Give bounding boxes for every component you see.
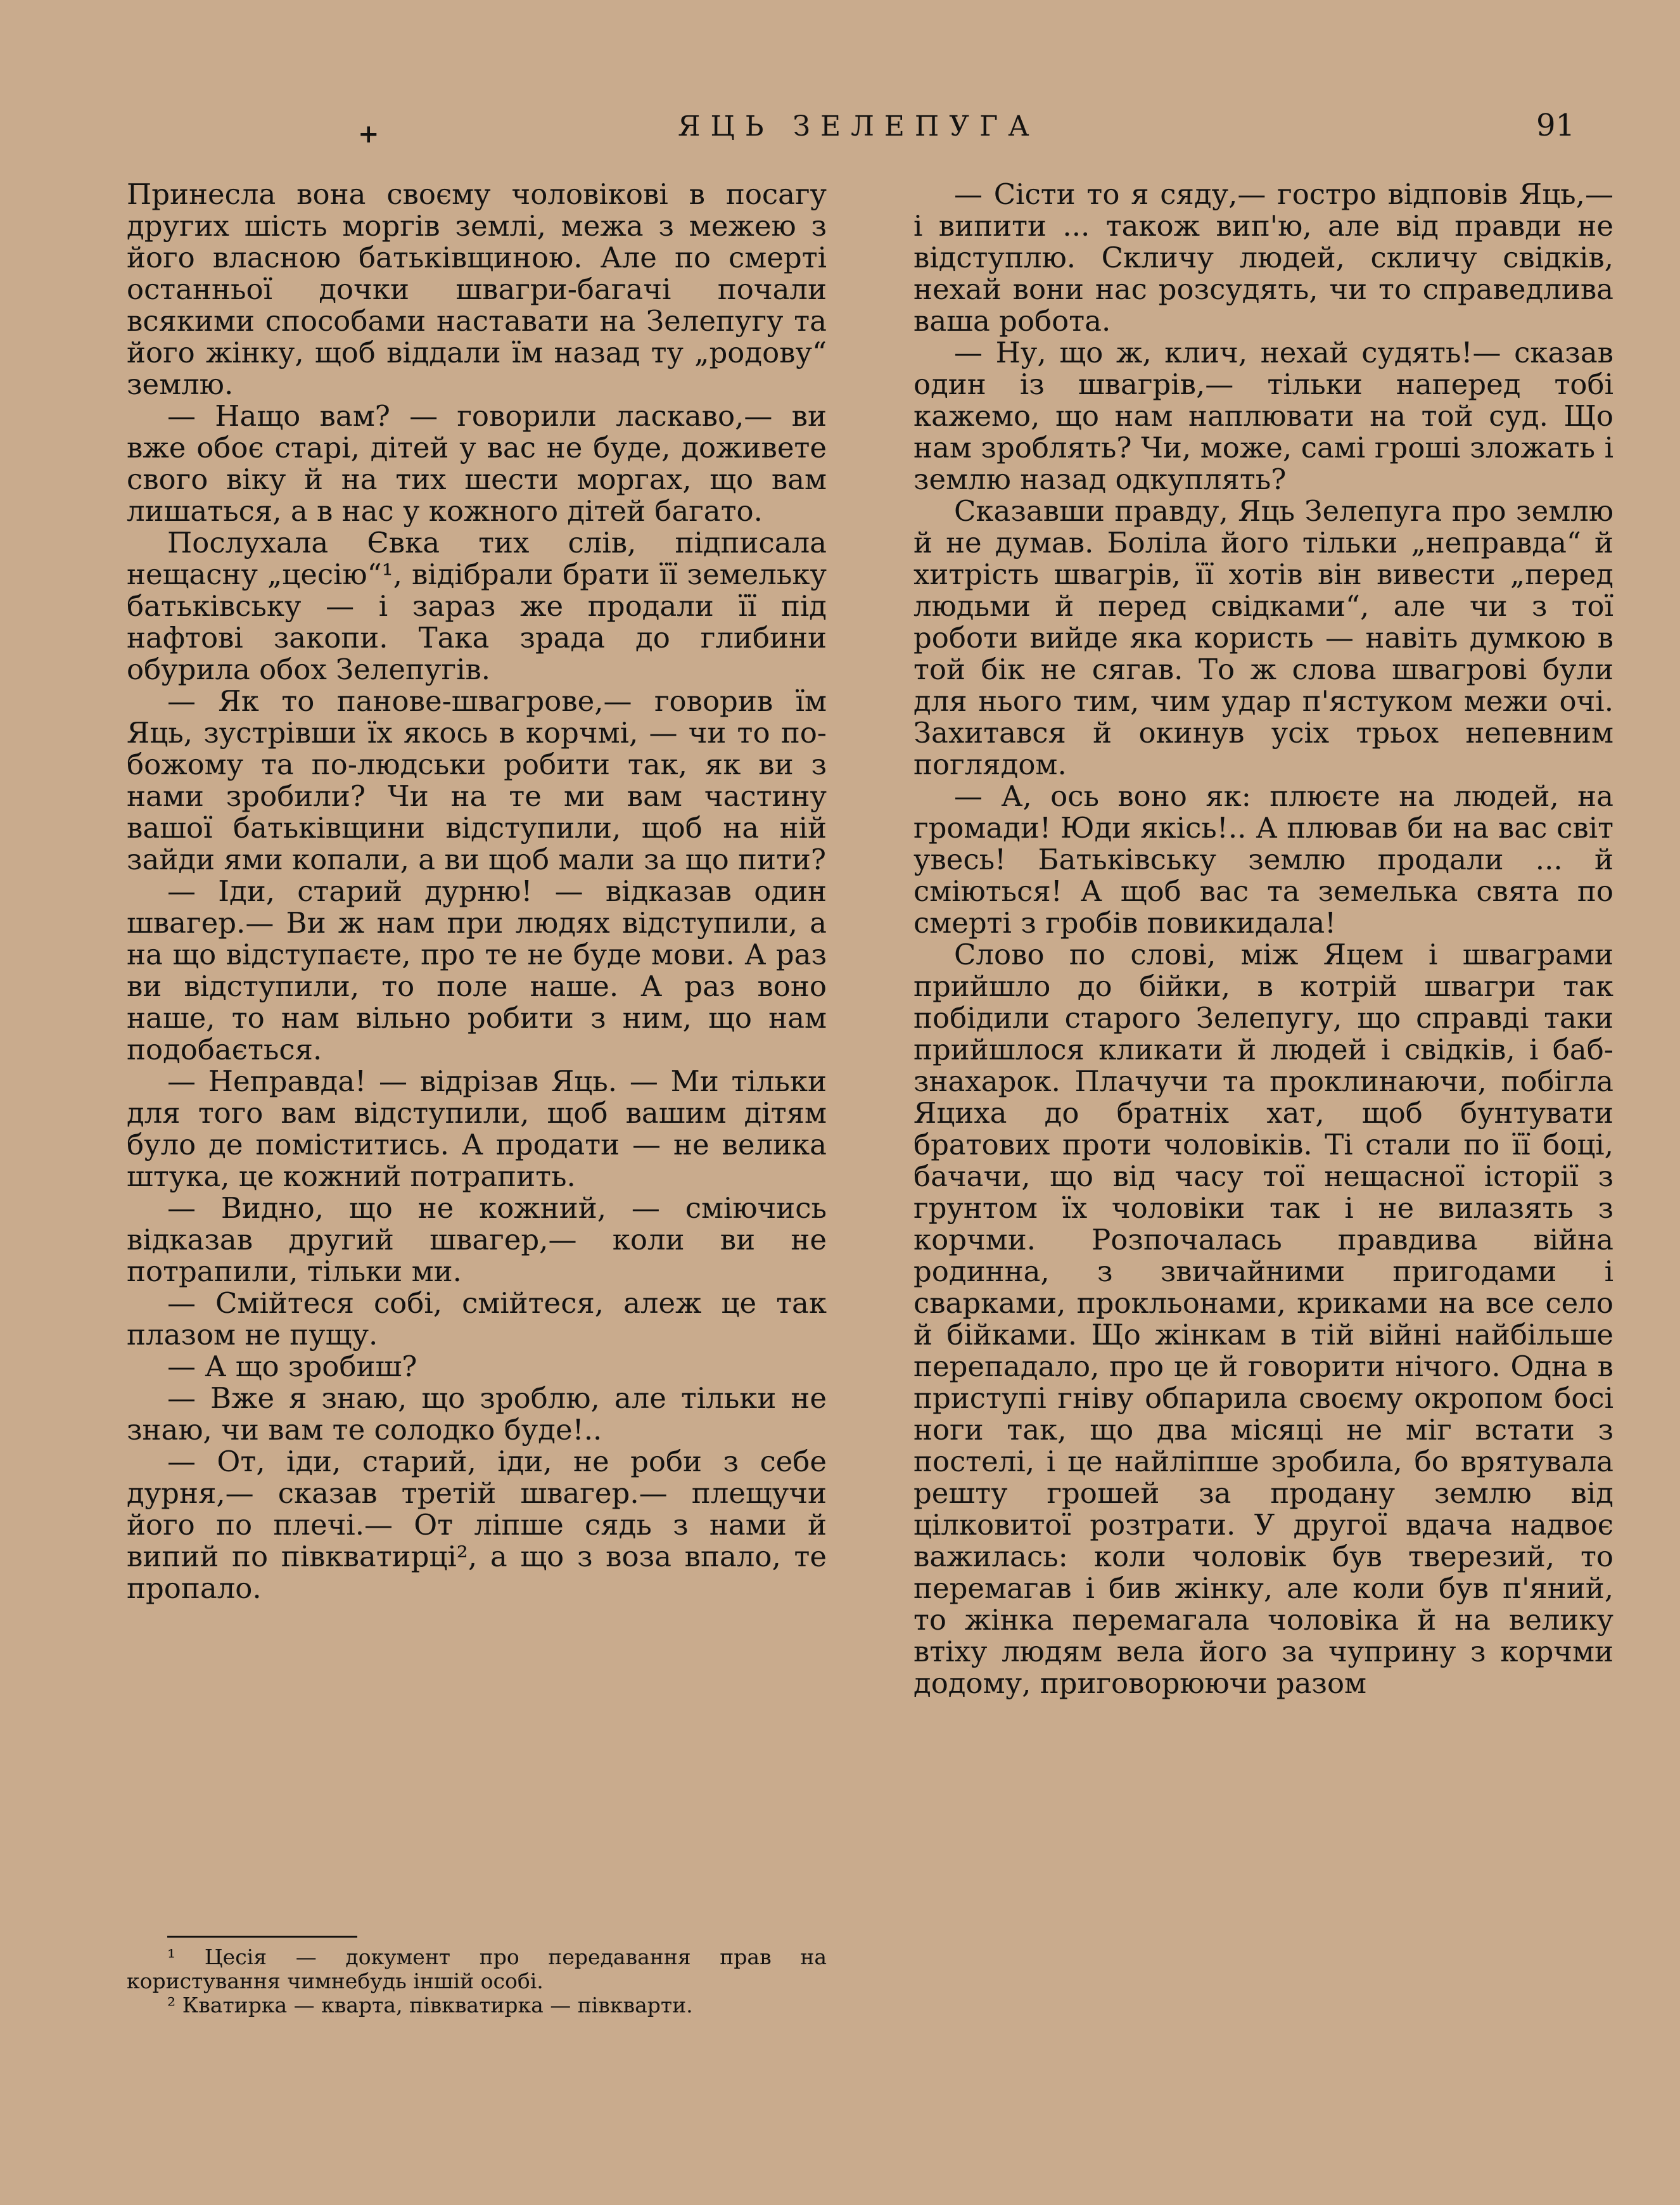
page-header (0, 108, 1680, 149)
paragraph: — Смійтеся собі, смійтеся, алеж це так плазом не пущу. (127, 1286, 827, 1352)
footnote-2: ² Кватирка — кварта, півкватирка — півкварти. (167, 1993, 693, 2017)
right-column (913, 179, 1613, 1699)
paragraph: — Нащо вам? — говорили ласкаво,— ви вже обоє старі, дітей у вас не буде, доживете свого віку й на тих шести моргах, що вам лишаться, а в нас у кожного дітей багато. (127, 399, 827, 528)
footnote-1: ¹ Цесія — документ про передавання прав на користування чимнебудь іншій особі. (127, 1945, 827, 1993)
paragraph: — Як то панове-швагрове,— говорив їм Яць, зустрівши їх якось в корчмі, — чи то по-божому та по-людськи робити так, як ви з нами зробили? Чи на те ми вам частину вашої батьківщини відступили, щоб на ній зайди ями копали, а ви щоб мали за що пити? (127, 684, 827, 876)
paragraph: — От, іди, старий, іди, не роби з себе дурня,— сказав третій швагер.— плещучи його по плечі.— От ліпше сядь з нами й випий по півкватирці², а що з воза впало, те пропало. (127, 1445, 827, 1605)
paragraph: — Ну, що ж, клич, нехай судять!— сказав один із швагрів,— тільки наперед тобі кажемо, що нам наплювати на той суд. Що нам зроблять? Чи, може, самі гроші зложать і землю назад одкуплять? (913, 336, 1613, 496)
paragraph: — А що зробиш? (167, 1350, 417, 1383)
paragraph: — Іди, старий дурню! — відказав один швагер.— Ви ж нам при людях відступили, а на що відступаєте, про те не буде мови. А раз ви відступили, то поле наше. А раз воно наше, то нам вільно робити з ним, що нам подобається. (127, 874, 827, 1066)
paragraph: — А, ось воно як: плюєте на людей, на громади! Юди якісь!.. А плював би на вас світ увесь! Батьківську землю продали ... й сміються! А щоб вас та земелька свята по смерті з гробів повикидала! (913, 779, 1613, 940)
header-mark: + (358, 119, 379, 149)
running-title: ЯЦЬ ЗЕЛЕПУГА (678, 110, 1040, 143)
paragraph: — Неправда! — відрізав Яць. — Ми тільки для того вам відступили, щоб вашим дітям було де поміститись. А продати — не велика штука, це кожний потрапить. (127, 1064, 827, 1193)
paragraph: Сказавши правду, Яць Зелепуга про землю й не думав. Боліла його тільки „неправда“ й хитрість швагрів, її хотів він вивести „перед людьми й перед свідками“, але чи з тої роботи вийде яка користь — навіть думкою в той бік не сягав. То ж слова швагрові були для нього тим, чим удар п'ястуком межи очі. Захитався й окинув усіх трьох непевним поглядом. (913, 494, 1613, 781)
paragraph: Принесла вона своєму чоловікові в посагу других шість моргів землі, межа з межею з його власною батьківщиною. Але по смерті останньої дочки швагри-багачі почали всякими способами наставати на Зелепугу та його жінку, щоб віддали їм назад ту „родову“ землю. (127, 177, 827, 401)
page-number: 91 (1536, 108, 1575, 143)
paragraph: Слово по слові, між Яцем і шваграми прийшло до бійки, в котрій швагри так побідили старого Зелепугу, що справді таки прийшлося кликати й людей і свідків, і баб-знахарок. Плачучи та проклинаючи, побігла Яциха до братніх хат, щоб бунтувати братових проти чоловіків. Ті стали по її боці, бачачи, що від часу тої нещасної історії з грунтом їх чоловіки так і не вилазять з корчми. Розпочалась правдива війна родинна, з звичайними пригодами і сварками, прокльонами, криками на все село й бійками. Що жінкам в тій війні найбільше перепадало, про це й говорити нічого. Одна в приступі гніву обпарила своєму окропом босі ноги так, що два місяці не міг встати з постелі, і це найліпше зробила, бо врятувала решту грошей за продану землю від цілковитої розтрати. У другої вдача надвоє важилась: коли чоловік був тверезий, то перемагав і бив жінку, але коли був п'яний, то жінка перемагала чоловіка й на велику втіху людям вела його за чуприну з корчми додому, приговорюючи разом (913, 938, 1613, 1700)
paragraph: Послухала Євка тих слів, підписала нещасну „цесію“¹, відібрали брати її земельку батьківську — і зараз же продали її під нафтові закопи. Така зрада до глибини обурила обох Зелепугів. (127, 526, 827, 686)
left-column (127, 179, 827, 1604)
paragraph: — Видно, що не кожний, — сміючись відказав другий швагер,— коли ви не потрапили, тільки ми. (127, 1191, 827, 1288)
paragraph: — Вже я знаю, що зроблю, але тільки не знаю, чи вам те солодко буде!.. (127, 1381, 827, 1447)
footnotes (127, 1936, 827, 2017)
footnote-rule (167, 1936, 357, 1938)
paragraph: — Сісти то я сяду,— гостро відповів Яць,— і випити ... також вип'ю, але від правди не відступлю. Скличу людей, скличу свідків, нехай вони нас розсудять, чи то справедлива ваша робота. (913, 177, 1613, 338)
